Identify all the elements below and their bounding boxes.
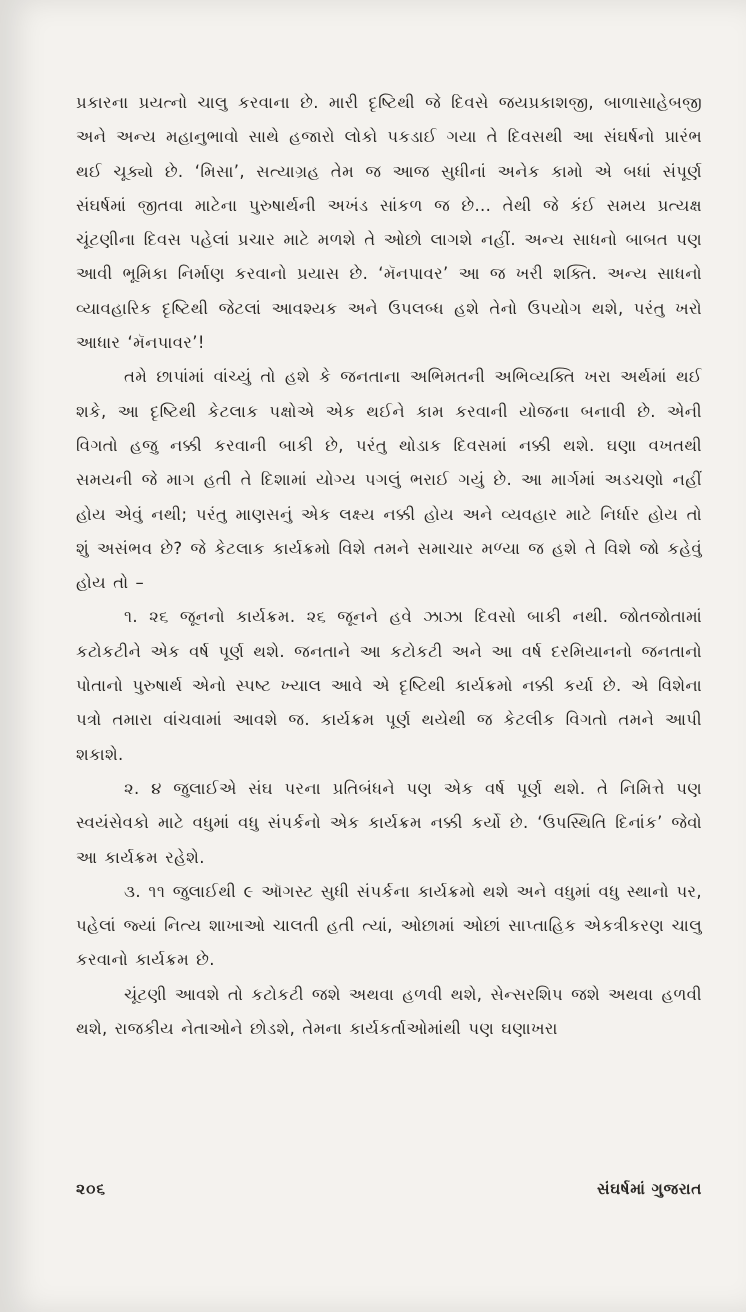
paragraph-1: પ્રકારના પ્રયત્નો ચાલુ કરવાના છે. મારી દૃષ્ટિથી જે દિવસે જયપ્રકાશજી, બાળાસાહેબજી અને અન્ય મહાનુભાવો સાથે હજારો લોકો પકડાઈ ગયા તે દિવસથી આ સંઘર્ષનો પ્રારંભ થઈ ચૂક્યો છે. ‘મિસા’, સત્યાગ્રહ તેમ જ આજ સુધીનાં અનેક કામો એ બધાં સંપૂર્ણ સંઘર્ષમાં જીતવા માટેના પુરુષાર્થની અખંડ સાંકળ જ છે... તેથી જે કંઈ સમય પ્રત્યક્ષ ચૂંટણીના દિવસ પહેલાં પ્રચાર માટે મળશે તે ઓછો લાગશે નહીં. અન્ય સાધનો બાબત પણ આવી ભૂમિકા નિર્માણ કરવાનો પ્રયાસ છે. ‘મૅનપાવર’ આ જ ખરી શક્તિ. અન્ય સાધનો વ્યાવહારિક દૃષ્ટિથી જેટલાં આવશ્યક અને ઉપલબ્ધ હશે તેનો ઉપયોગ થશે, પરંતુ ખરો આધાર ‘મૅનપાવર’! [76,93,702,353]
paragraph-4: ૨. ૪ જુલાઈએ સંઘ પરના પ્રતિબંધને પણ એક વર્ષ પૂર્ણ થશે. તે નિમિત્તે પણ સ્વયંસેવકો માટે વધુમાં વધુ સંપર્કનો એક કાર્યક્રમ નક્કી કર્યો છે. ‘ઉપસ્થિતિ દિનાંક’ જેવો આ કાર્યક્રમ રહેશે. [76,778,702,867]
paragraph-5: ૩. ૧૧ જુલાઈથી ૯ ઑગસ્ટ સુધી સંપર્કના કાર્યક્રમો થશે અને વધુમાં વધુ સ્થાનો પર, પહેલાં જ્યાં નિત્ય શાખાઓ ચાલતી હતી ત્યાં, ઓછામાં ઓછાં સાપ્તાહિક એકત્રીકરણ ચાલુ કરવાનો કાર્યક્રમ છે. [76,881,702,970]
paragraph-6: ચૂંટણી આવશે તો કટોકટી જશે અથવા હળવી થશે, સેન્સરશિપ જશે અથવા હળવી થશે, રાજકીય નેતાઓને છોડશે, તેમના કાર્યકર્તાઓમાંથી પણ ઘણાખરા [76,984,702,1039]
page-body [76,86,702,1046]
page-number: ૨૦૬ [76,1180,107,1198]
page-footer [76,1180,702,1210]
book-title: સંઘર્ષમાં ગુજરાત [597,1180,702,1198]
paragraph-2: તમે છાપાંમાં વાંચ્યું તો હશે કે જનતાના અભિમતની અભિવ્યક્તિ ખરા અર્થમાં થઈ શકે, આ દૃષ્ટિથી કેટલાક પક્ષોએ એક થઈને કામ કરવાની યોજના બનાવી છે. એની વિગતો હજુ નક્કી કરવાની બાકી છે, પરંતુ થોડાક દિવસમાં નક્કી થશે. ઘણા વખતથી સમયની જે માગ હતી તે દિશામાં યોગ્ય પગલું ભરાઈ ગયું છે. આ માર્ગમાં અડચણો નહીં હોય એવું નથી; પરંતુ માણસનું એક લક્ષ્ય નક્કી હોય અને વ્યવહાર માટે નિર્ધાર હોય તો શું અસંભવ છે? જે કેટલાક કાર્યક્રમો વિશે તમને સમાચાર મળ્યા જ હશે તે વિશે જો કહેવું હોય તો – [76,367,702,593]
paragraph-3: ૧. ૨૬ જૂનનો કાર્યક્રમ. ૨૬ જૂનને હવે ઝાઝા દિવસો બાકી નથી. જોતજોતામાં કટોકટીને એક વર્ષ પૂર્ણ થશે. જનતાને આ કટોકટી અને આ વર્ષ દરમિયાનનો જનતાનો પોતાનો પુરુષાર્થ એનો સ્પષ્ટ ખ્યાલ આવે એ દૃષ્ટિથી કાર્યક્રમો નક્કી કર્યા છે. એ વિશેના પત્રો તમારા વાંચવામાં આવશે જ. કાર્યક્રમ પૂર્ણ થયેથી જ કેટલીક વિગતો તમને આપી શકાશે. [76,607,702,764]
